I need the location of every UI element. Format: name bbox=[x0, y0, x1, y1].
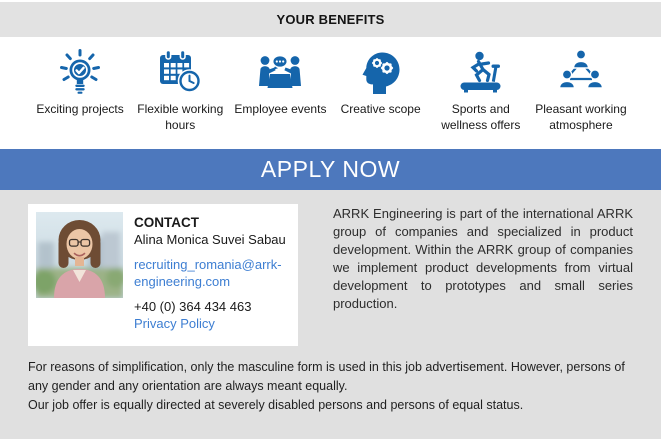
apply-now-button[interactable] bbox=[0, 149, 661, 190]
legal-disclaimer bbox=[28, 358, 633, 415]
benefit-label: Pleasant working atmosphere bbox=[535, 102, 627, 132]
footer-area bbox=[0, 190, 661, 439]
benefit-employee-events bbox=[230, 48, 330, 149]
team-network-icon bbox=[557, 48, 605, 96]
benefit-flexible-hours bbox=[130, 48, 230, 149]
benefits-header-band bbox=[0, 2, 661, 37]
benefit-sports-wellness bbox=[431, 48, 531, 149]
company-description: ARRK Engineering is part of the international ARRK group of companies and specialized in product development. Within the ARRK group of companies we implement product developments from virtual development to prototypes and small series production. bbox=[333, 206, 633, 311]
lightbulb-check-icon bbox=[56, 48, 104, 96]
benefit-label: Exciting projects bbox=[36, 102, 124, 116]
contact-phone: +40 (0) 364 434 463 bbox=[134, 299, 252, 314]
benefit-label: Employee events bbox=[234, 102, 327, 116]
contact-email-link[interactable]: recruiting_romania@arrk-engineering.com bbox=[134, 257, 282, 289]
benefit-exciting-projects bbox=[30, 48, 130, 149]
benefit-label: Flexible working hours bbox=[137, 102, 224, 132]
privacy-policy-link[interactable]: Privacy Policy bbox=[134, 316, 215, 331]
benefit-creative-scope bbox=[331, 48, 431, 149]
contact-heading: CONTACT bbox=[134, 215, 199, 230]
contact-card bbox=[28, 204, 298, 346]
meeting-people-icon bbox=[256, 48, 304, 96]
benefit-label: Sports and wellness offers bbox=[441, 102, 521, 132]
recruiter-photo bbox=[36, 212, 123, 298]
benefits-row bbox=[0, 37, 661, 149]
benefit-label: Creative scope bbox=[340, 102, 421, 116]
benefits-title: YOUR BENEFITS bbox=[276, 12, 385, 27]
disclaimer-line-1: For reasons of simplification, only the masculine form is used in this job advertisement. However, persons of any gender and any orientation are always meant equally. bbox=[28, 360, 625, 393]
contact-name: Alina Monica Suvei Sabau bbox=[134, 232, 286, 247]
calendar-clock-icon bbox=[156, 48, 204, 96]
disclaimer-line-2: Our job offer is equally directed at severely disabled persons and persons of equal status. bbox=[28, 398, 524, 412]
treadmill-runner-icon bbox=[457, 48, 505, 96]
benefit-pleasant-atmosphere bbox=[531, 48, 631, 149]
head-gears-icon bbox=[357, 48, 405, 96]
apply-now-label: APPLY NOW bbox=[260, 156, 401, 182]
